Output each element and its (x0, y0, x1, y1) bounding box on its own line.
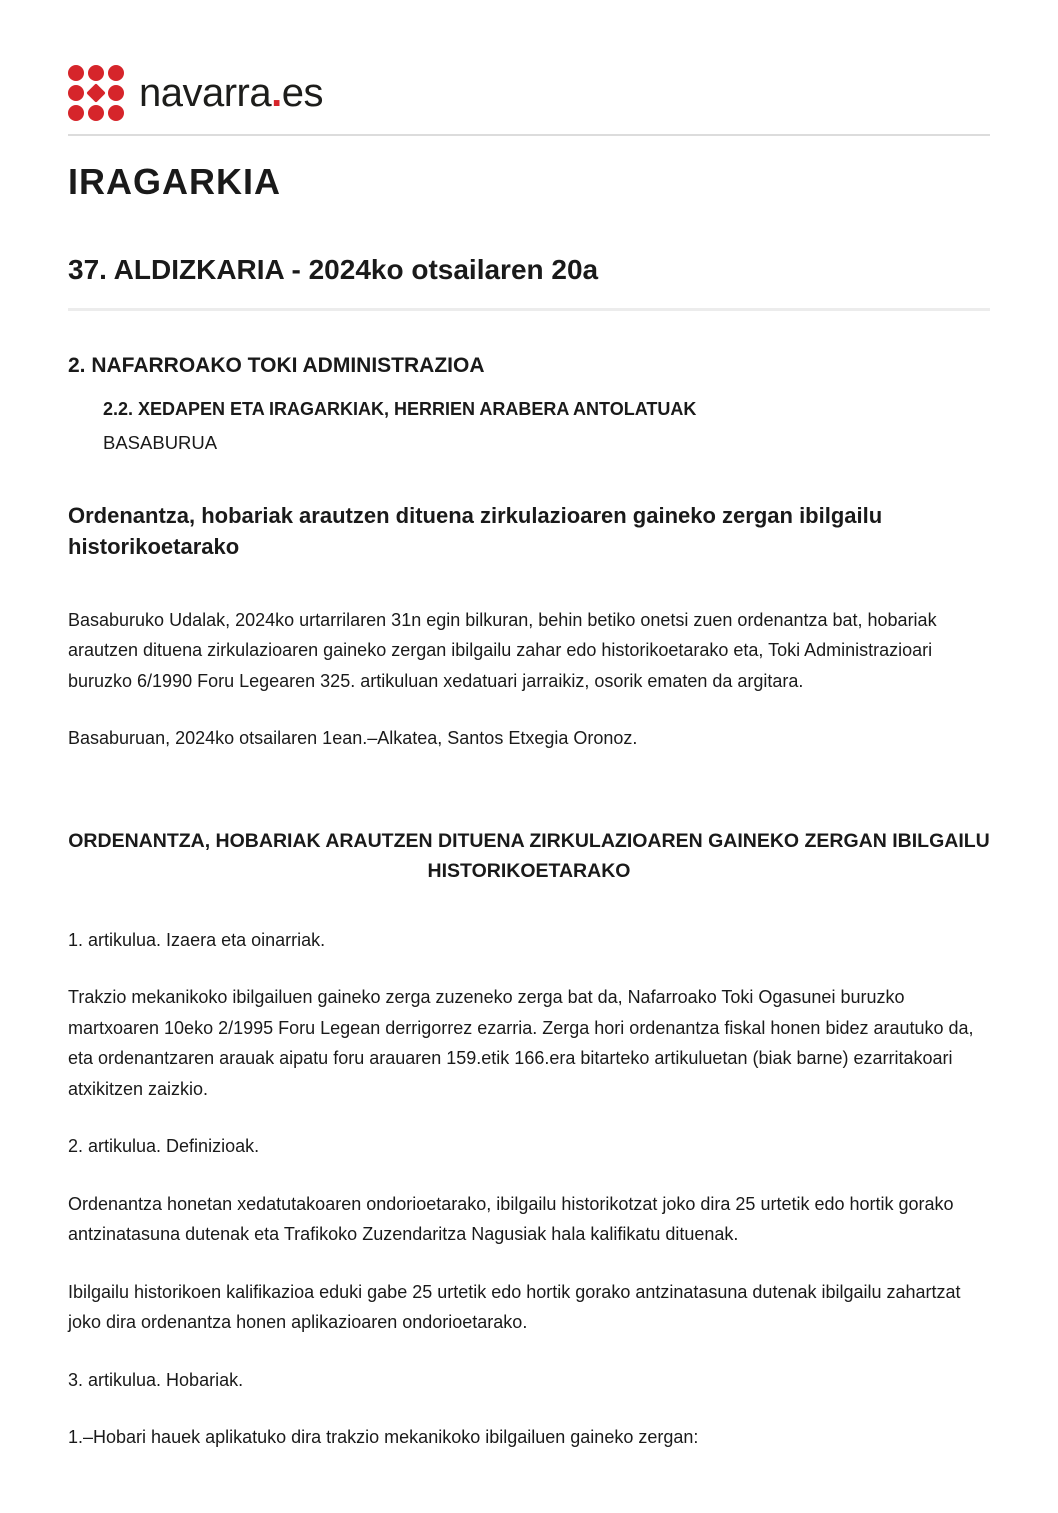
article-3-paragraph: 1.–Hobari hauek aplikatuko dira trakzio mekanikoko ibilgailuen gaineko zergan: (68, 1427, 699, 1448)
logo-dot (88, 105, 104, 121)
bulletin-divider (68, 308, 990, 311)
logo-dot (108, 85, 124, 101)
logo-text-dot: . (271, 71, 282, 115)
article-3-heading: 3. artikulua. Hobariak. (68, 1369, 244, 1390)
page-header (68, 65, 990, 136)
section-level1-heading: 2. NAFARROAKO TOKI ADMINISTRAZIOA (68, 353, 485, 377)
section-municipality: BASABURUA (103, 432, 218, 454)
bulletin-heading: 37. ALDIZKARIA - 2024ko otsailaren 20a (68, 254, 599, 286)
article-2-paragraph: Ibilgailu historikoen kalifikazioa eduki gabe 25 urtetik edo hortik gorako antzinatasuna dutenak ibilgailu zahartzat joko dira ordenantza honen aplikazioaren ondorioetarako. (68, 1281, 961, 1333)
logo-dot (88, 65, 104, 81)
article-2-paragraph: Ordenantza honetan xedatutakoaren ondorioetarako, ibilgailu historikotzat joko dira 25 urtetik edo hortik gorako antzinatasuna dutenak eta Trafikoko Zuzendaritza Nagusiak hala kalifikatu dituenak. (68, 1193, 954, 1245)
logo-dot (108, 105, 124, 121)
navarra-logo[interactable] (68, 65, 990, 121)
logo-text-tld: es (281, 71, 323, 115)
logo-dot (68, 85, 84, 101)
ordinance-block (68, 826, 990, 1453)
article-2-heading: 2. artikulua. Definizioak. (68, 1136, 260, 1157)
ordinance-heading: ORDENANTZA, HOBARIAK ARAUTZEN DITUENA ZIRKULAZIOAREN GAINEKO ZERGAN IBILGAILU HISTORIKOETARAKO (68, 829, 990, 882)
logo-dot (68, 105, 84, 121)
logo-text-main: navarra (139, 71, 272, 115)
announcement-title: Ordenantza, hobariak arautzen dituena zirkulazioaren gaineko zergan ibilgailu historikoetarako (68, 502, 883, 559)
section-block (68, 353, 990, 455)
article-1-heading: 1. artikulua. Izaera eta oinarriak. (68, 929, 326, 950)
navarra-logo-dots-icon (68, 65, 124, 121)
section-level2-heading: 2.2. XEDAPEN ETA IRAGARKIAK, HERRIEN ARABERA ANTOLATUAK (103, 398, 697, 419)
logo-diamond (86, 83, 105, 102)
article-1-paragraph: Trakzio mekanikoko ibilgailuen gaineko zerga zuzeneko zerga bat da, Nafarroako Toki Ogasunei buruzko martxoaren 10eko 2/1995 Foru Legean derrigorrez ezarria. Zerga hori ordenantza fiskal honen bidez arautuko da, eta ordenantzaren arauak aipatu foru arauaren 159.etik 166.era bitarteko artikuluetan (biak barne) ezarritakoari atxikitzen zaizkio. (68, 987, 974, 1099)
header-divider (68, 134, 990, 136)
announcement-signature-line: Basaburuan, 2024ko otsailaren 1ean.–Alkatea, Santos Etxegia Oronoz. (68, 728, 638, 749)
logo-dot (68, 65, 84, 81)
announcement-intro-paragraph: Basaburuko Udalak, 2024ko urtarrilaren 31n egin bilkuran, behin betiko onetsi zuen ordenantza bat, hobariak arautzen dituena zirkulazioaren gaineko zergan ibilgailu zahar edo historikoetarako eta, Toki Administrazioari buruzko 6/1990 Foru Legearen 325. artikuluan xedatuari jarraikiz, osorik ematen da argitara. (68, 609, 937, 691)
page-title: IRAGARKIA (68, 161, 281, 202)
navarra-logo-text (139, 73, 323, 113)
logo-dot (108, 65, 124, 81)
announcement-block (68, 500, 990, 754)
